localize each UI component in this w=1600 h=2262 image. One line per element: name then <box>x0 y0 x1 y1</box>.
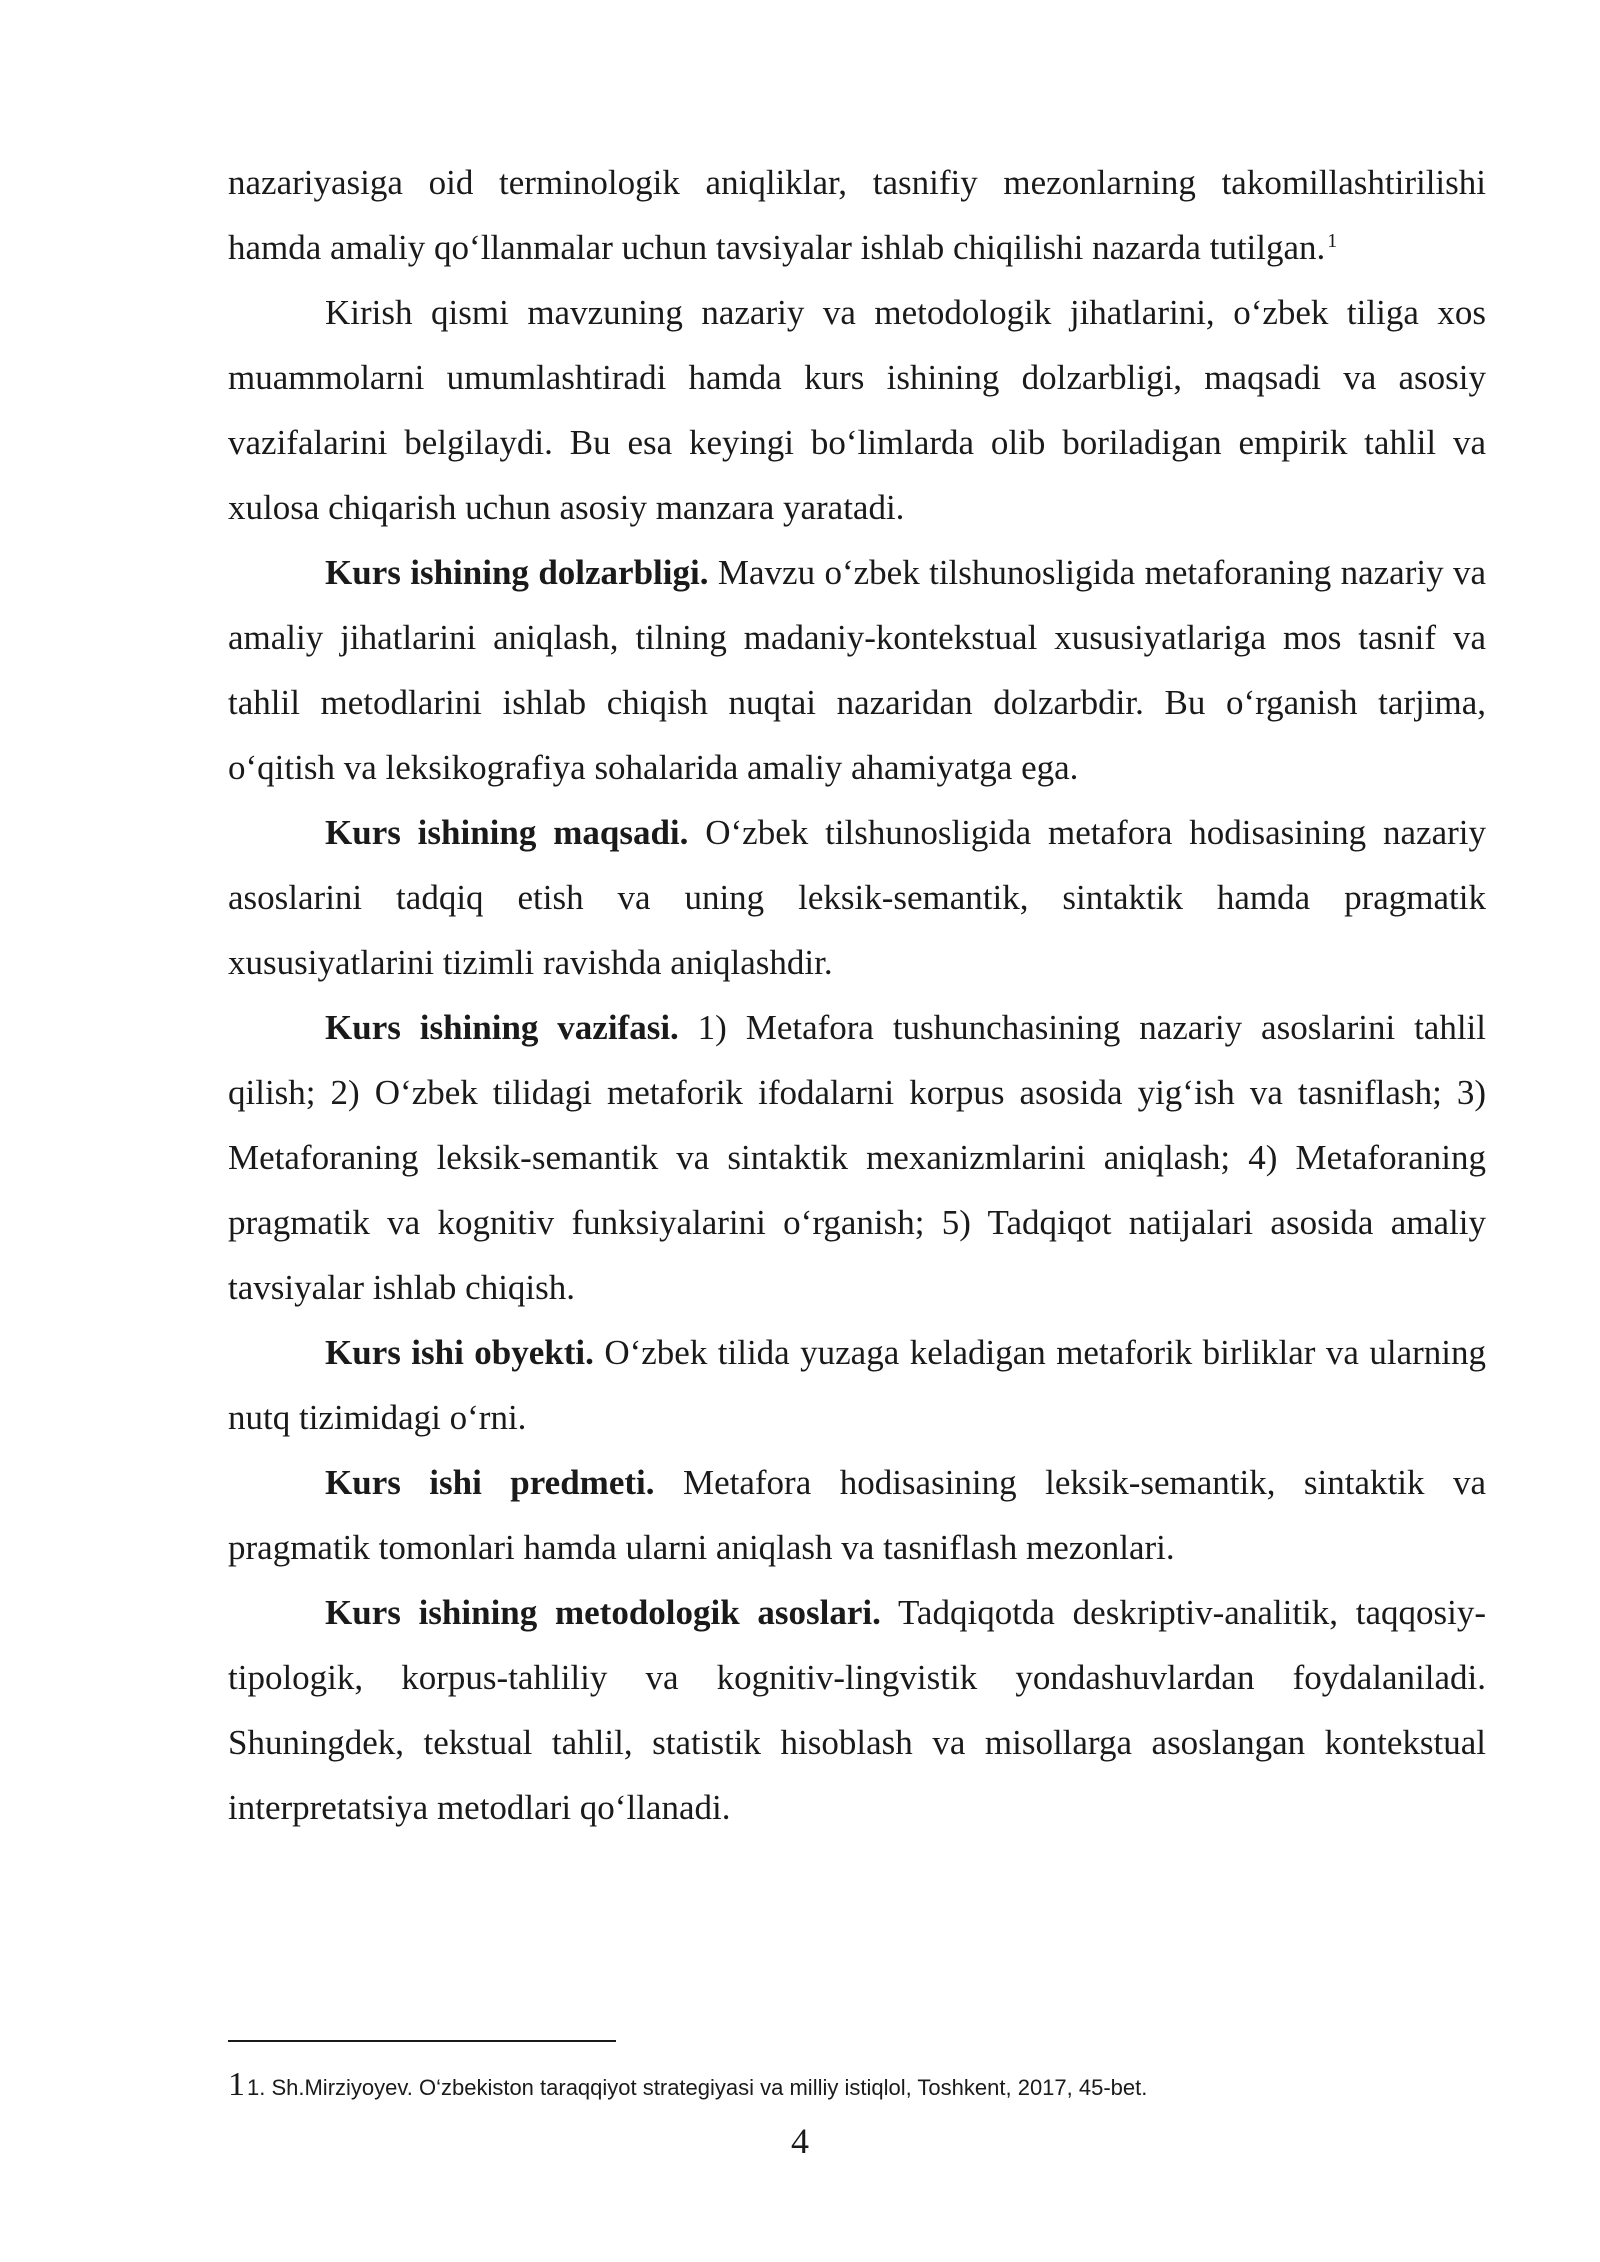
paragraph-subject <box>228 1450 1486 1580</box>
paragraph-continuation <box>228 150 1486 280</box>
paragraph-text: nazariyasiga oid terminologik aniqliklar, tasnifiy mezonlarning takomillashtirilishi hamda amaliy qo‘llanmalar uchun tavsiyalar ishlab chiqilishi nazarda tutilgan. <box>228 163 1486 267</box>
paragraph-introduction <box>228 280 1486 540</box>
paragraph-text: Kirish qismi mavzuning nazariy va metodologik jihatlarini, o‘zbek tiliga xos muammolarni umumlashtiradi hamda kurs ishining dolzarbligi, maqsadi va asosiy vazifalarini belgilaydi. Bu esa keyingi bo‘limlarda olib boriladigan empirik tahlil va xulosa chiqarish uchun asosiy manzara yaratadi. <box>228 293 1486 527</box>
paragraph-text: Tadqiqotda deskriptiv-analitik, taqqosiy-tipologik, korpus-tahliliy va kognitiv-lingvistik yondashuvlardan foydalaniladi. Shuningdek, tekstual tahlil, statistik hisoblash va misollarga asoslangan kontekstual interpretatsiya metodlari qo‘llanadi. <box>228 1593 1487 1827</box>
paragraph-heading: Kurs ishining metodologik asoslari. <box>325 1593 881 1632</box>
footnote <box>228 2066 1486 2104</box>
paragraph-methodology <box>228 1580 1486 1840</box>
paragraph-heading: Kurs ishining dolzarbligi. <box>325 553 709 592</box>
footnote-separator <box>228 2040 616 2042</box>
footnote-reference[interactable]: 1 <box>1327 230 1338 252</box>
paragraph-relevance <box>228 540 1486 800</box>
paragraph-heading: Kurs ishi obyekti. <box>325 1333 594 1372</box>
paragraph-heading: Kurs ishi predmeti. <box>325 1463 655 1502</box>
paragraph-text: O‘zbek tilida yuzaga keladigan metaforik birliklar va ularning nutq tizimidagi o‘rni. <box>228 1333 1486 1437</box>
paragraph-heading: Kurs ishining maqsadi. <box>325 813 689 852</box>
page-number: 4 <box>791 2121 809 2161</box>
paragraph-heading: Kurs ishining vazifasi. <box>325 1008 679 1047</box>
body-text <box>228 150 1486 1840</box>
paragraph-text: Mavzu o‘zbek tilshunosligida metaforaning nazariy va amaliy jihatlarini aniqlash, tilning madaniy-kontekstual xususiyatlariga mos tasnif va tahlil metodlarini ishlab chiqish nuqtai nazaridan dolzarbdir. Bu o‘rganish tarjima, o‘qitish va leksikografiya sohalarida amaliy ahamiyatga ega. <box>228 553 1487 787</box>
paragraph-object <box>228 1320 1486 1450</box>
paragraph-text: O‘zbek tilshunosligida metafora hodisasining nazariy asoslarini tadqiq etish va uning leksik-semantik, sintaktik hamda pragmatik xususiyatlarini tizimli ravishda aniqlashdir. <box>228 813 1486 982</box>
footnote-number: 1 <box>228 2066 245 2103</box>
paragraph-text: Metafora hodisasining leksik-semantik, sintaktik va pragmatik tomonlari hamda ularni aniqlash va tasniflash mezonlari. <box>228 1463 1486 1567</box>
paragraph-text: 1) Metafora tushunchasining nazariy asoslarini tahlil qilish; 2) O‘zbek tilidagi metaforik ifodalarni korpus asosida yig‘ish va tasniflash; 3) Metaforaning leksik-semantik va sintaktik mexanizmlarini aniqlash; 4) Metaforaning pragmatik va kognitiv funksiyalarini o‘rganish; 5) Tadqiqot natijalari asosida amaliy tavsiyalar ishlab chiqish. <box>228 1008 1486 1307</box>
paragraph-goal <box>228 800 1486 995</box>
footnote-text: 1. Sh.Mirziyoyev. O‘zbekiston taraqqiyot strategiyasi va milliy istiqlol, Toshkent, 2017, 45-bet. <box>247 2075 1148 2100</box>
paragraph-tasks <box>228 995 1486 1320</box>
